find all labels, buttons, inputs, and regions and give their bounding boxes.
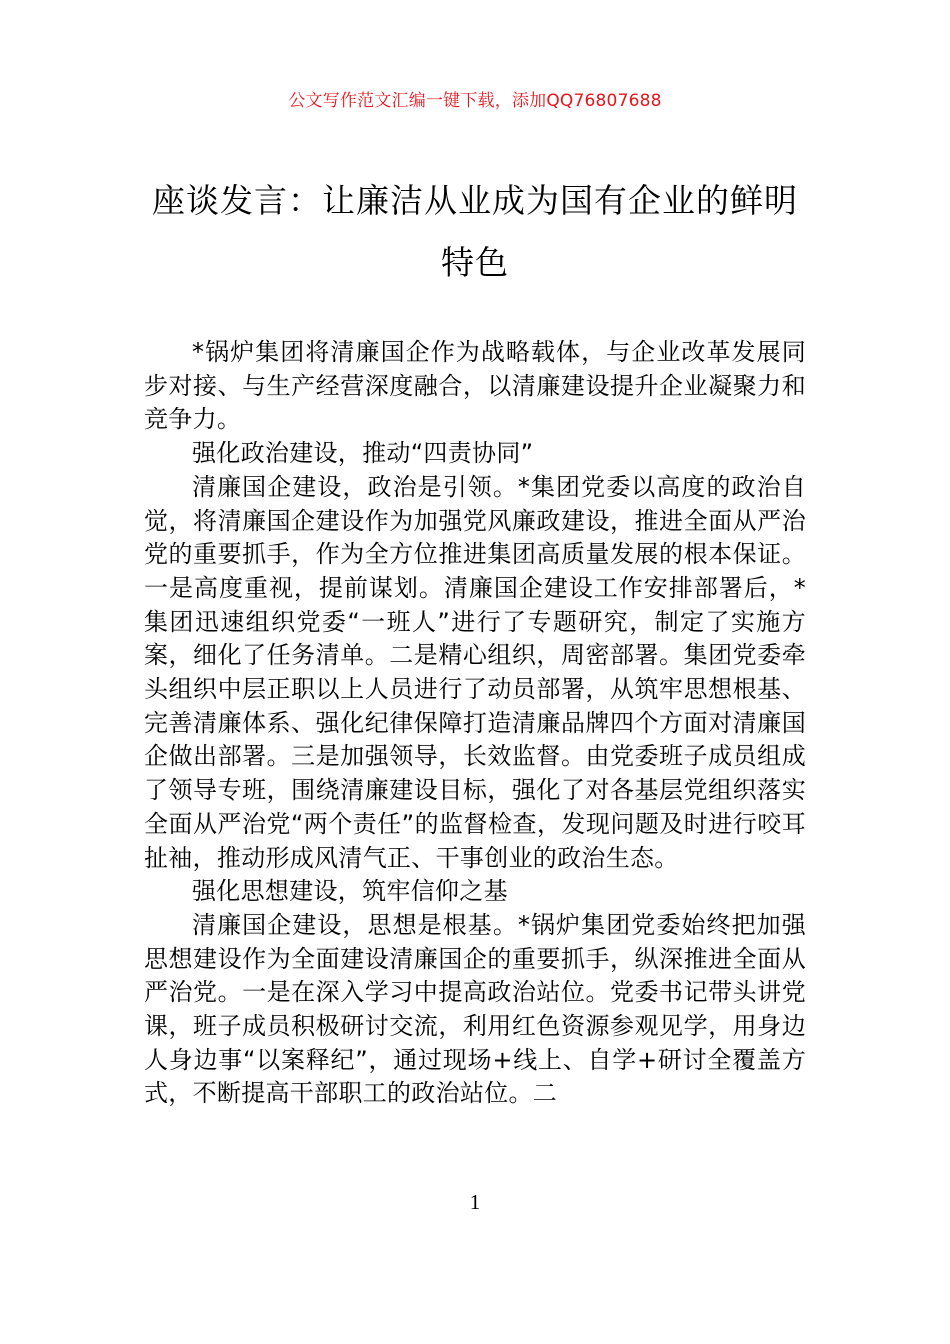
paragraph-political: 清廉国企建设，政治是引领。*集团党委以高度的政治自觉，将清廉国企建设作为加强党风廉政建设，推进全面从严治党的重要抓手，作为全方位推进集团高质量发展的根本保证。一是高度重视，提前谋划。清廉国企建设工作安排部署后，*集团迅速组织党委“一班人”进行了专题研究，制定了实施方案，细化了任务清单。二是精心组织，周密部署。集团党委牵头组织中层正职以上人员进行了动员部署，从筑牢思想根基、完善清廉体系、强化纪律保障打造清廉品牌四个方面对清廉国企做出部署。三是加强领导，长效监督。由党委班子成员组成了领导专班，围绕清廉建设目标，强化了对各基层党组织落实全面从严治党“两个责任”的监督检查，发现问题及时进行咬耳扯袖，推动形成风清气正、干事创业的政治生态。 — [144, 472, 806, 872]
section-heading-ideological: 强化思想建设，筑牢信仰之基 — [192, 877, 508, 906]
section-heading-political: 强化政治建设，推动“四责协同” — [192, 439, 534, 468]
paragraph-ideological: 清廉国企建设，思想是根基。*锅炉集团党委始终把加强思想建设作为全面建设清廉国企的重要抓手，纵深推进全面从严治党。一是在深入学习中提高政治站位。党委书记带头讲党课，班子成员积极研讨交流，利用红色资源参观见学，用身边人身边事“以案释纪”，通过现场+线上、自学+研讨全覆盖方式，不断提高干部职工的政治站位。二 — [144, 910, 806, 1108]
intro-paragraph: *锅炉集团将清廉国企作为战略载体，与企业改革发展同步对接、与生产经营深度融合，以清廉建设提升企业凝聚力和竞争力。 — [144, 338, 806, 434]
document-title: 座谈发言：让廉洁从业成为国有企业的鲜明特色 — [152, 181, 798, 282]
download-notice: 公文写作范文汇编一键下载，添加QQ76807688 — [288, 91, 662, 111]
document-body — [144, 336, 806, 1111]
page-number: 1 — [469, 1190, 481, 1214]
